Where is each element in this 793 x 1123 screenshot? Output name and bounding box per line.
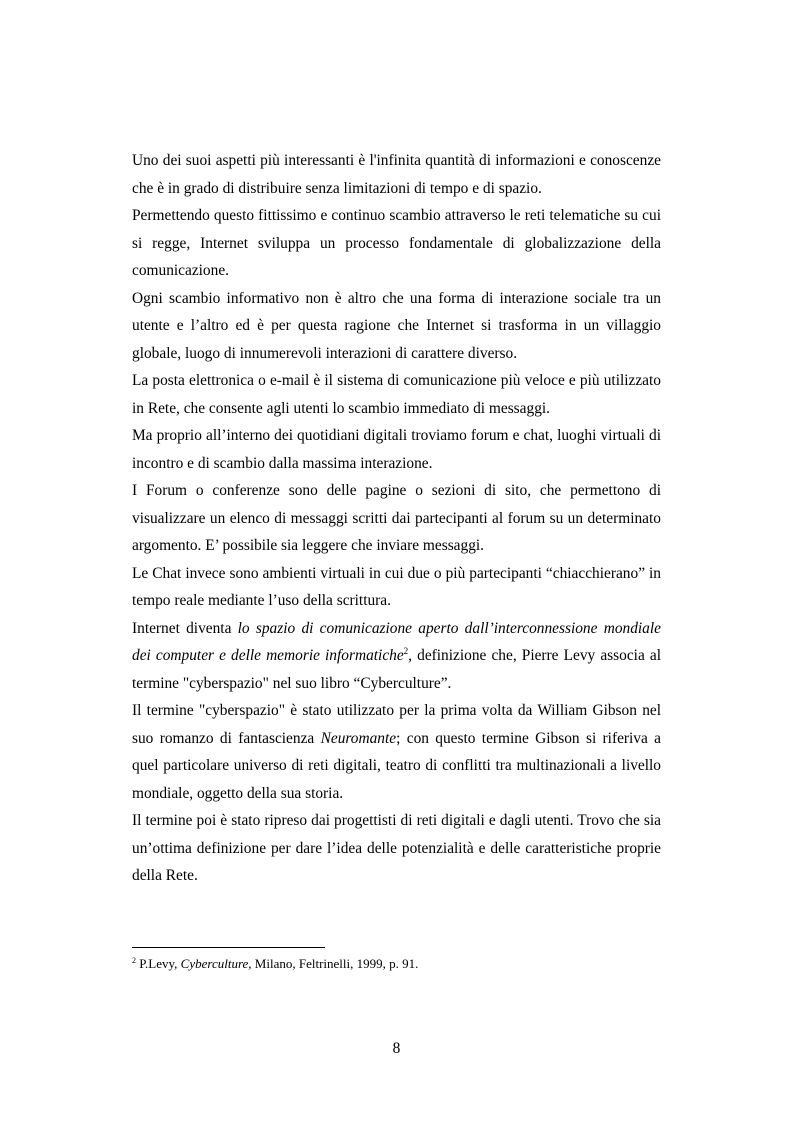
page-number: 8 [392,1040,401,1057]
text-run: Milano, Feltrinelli, 1999, p. 91. [251,956,419,971]
paragraph-cyberspace [132,615,661,698]
text-run: ; con questo termine Gibson si riferiva a quel particolare universo di reti digitali, teatro di conflitti tra multinazionali a livello mondiale, oggetto della sua storia. [132,729,662,802]
text-run: Il termine "cyberspazio" è stato utilizzato per la prima volta da William Gibson nel suo romanzo di fantascienza [132,702,661,747]
footnote-number: 2 [132,956,136,965]
book-title: Cyberculture, [180,956,252,971]
quoted-definition: lo spazio di comunicazione aperto dall’interconnessione mondiale dei computer e delle memorie informatiche [132,619,661,664]
text-run: definizione che, Pierre Levy associa al termine "cyberspazio" nel suo libro “Cyberculture”. [132,647,661,692]
paragraph: La posta elettronica o e-mail è il sistema di comunicazione più veloce e più utilizzato in Rete, che consente agli utenti lo scambio immediato di messaggi. [132,372,661,417]
paragraph: Le Chat invece sono ambienti virtuali in cui due o più partecipanti “chiacchierano” in tempo reale mediante l’uso della scrittura. [132,564,661,609]
paragraph: Uno dei suoi aspetti più interessanti è l'infinita quantità di informazioni e conoscenze che è in grado di distribuire senza limitazioni di tempo e di spazio. [132,152,661,197]
footnote-reference: 2 [403,646,409,656]
book-title: Neuromante [320,729,397,747]
text-run: P.Levy, [136,956,181,971]
paragraph: Permettendo questo fittissimo e continuo scambio attraverso le reti telematiche su cui si regge, Internet sviluppa un processo fondamentale di globalizzazione della comunicazione. [132,207,661,279]
footnote-separator [132,947,325,948]
paragraph: Il termine poi è stato ripreso dai progettisti di reti digitali e dagli utenti. Trovo che sia un’ottima definizione per dare l’idea delle potenzialità e delle caratteristiche proprie della Rete. [132,812,661,884]
paragraph: I Forum o conferenze sono delle pagine o sezioni di sito, che permettono di visualizzare un elenco di messaggi scritti dai partecipanti al forum su un determinato argomento. E’ possibile sia leggere che inviare messaggi. [132,482,661,554]
text-run: Internet diventa [132,619,238,637]
footnote [132,956,661,972]
body-text [132,147,661,890]
paragraph: Ma proprio all’interno dei quotidiani digitali troviamo forum e chat, luoghi virtuali di incontro e di scambio dalla massima interazione. [132,427,661,472]
paragraph-gibson [132,697,661,807]
text-run: , [408,647,413,664]
paragraph: Ogni scambio informativo non è altro che una forma di interazione sociale tra un utente e l’altro ed è per questa ragione che Internet si trasforma in un villaggio globale, luogo di innumerevoli interazioni di carattere diverso. [132,289,661,362]
